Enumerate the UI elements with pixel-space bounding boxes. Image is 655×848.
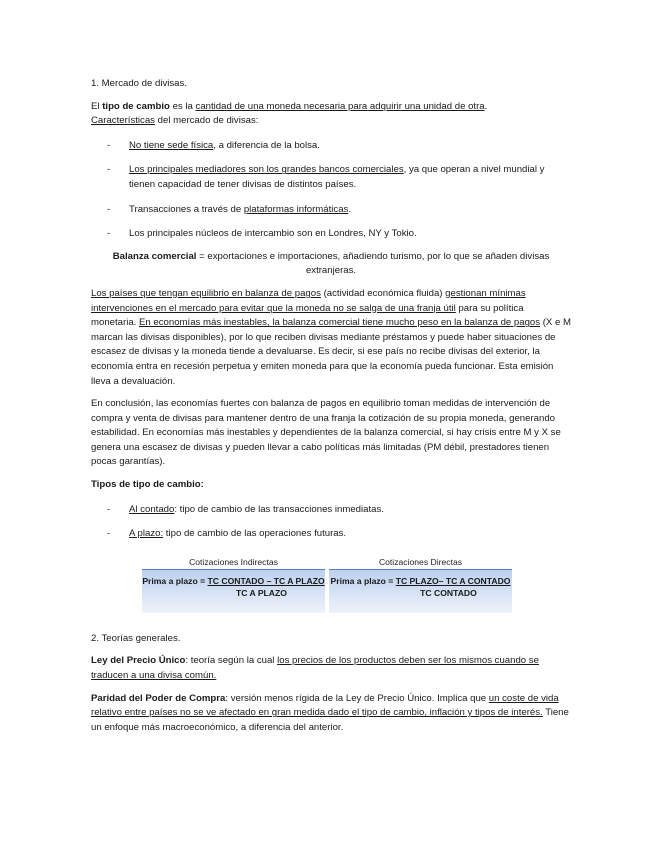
tipos-heading [91,478,571,493]
bold-term: Paridad del Poder de Compra [91,692,226,704]
text: , a diferencia de la bolsa. [213,139,320,151]
text: = exportaciones e importaciones, añadiendo turismo, por lo que se añaden divisas extranjeras. [196,250,550,277]
table-header: Cotizaciones Directas [378,556,463,567]
bold-heading: Tipos de tipo de cambio: [91,479,204,491]
formula-table-indirect [142,556,325,613]
text: Tiene un enfoque más macroeconómico, a diferencia del anterior. [91,707,569,733]
text: : versión menos rígida de la Ley de Precio Único. Implica que [225,692,489,704]
list-item [91,139,571,154]
equilibrium-paragraph [91,287,571,389]
formula-table-direct [329,556,512,613]
bold-term: Ley del Precio Único [91,655,186,667]
text: Los principales núcleos de intercambio son en Londres, NY y Tokio. [129,228,417,240]
text: , ya que operan a nivel mundial y tienen capacidad de tener divisas de distintos países. [129,164,545,190]
table-header: Cotizaciones Indirectas [189,556,278,567]
underlined-text: Al contado [129,503,175,515]
text: (X e M marcan las divisas disponibles), por lo que reciben divisas mediante préstamos y puede haber situaciones de escasez de divisas y la moneda tiende a devaluarse. Es decir, si ese país no recibe divisas del exterior, la economía entra en recesión perpetua y emiten moneda para que la economía pueda funcionar. Esta emisión lleva a devaluación. [91,317,571,387]
list-item [91,527,571,542]
section-heading: 2. Teorías generales. [91,632,181,644]
text: del mercado de divisas: [154,115,259,127]
formula-line [142,575,325,587]
text: para su política monetaria. [91,302,524,329]
formula-denominator: TC CONTADO [420,587,477,598]
underlined-text: Los principales mediadores son los grandes bancos comerciales [129,164,404,176]
list-item [91,227,571,242]
text: El [91,100,103,112]
underlined-text: En economías más inestables, la balanza comercial tiene mucho peso en la balanza de pagos [139,317,541,329]
formula-denominator-line [329,587,512,599]
underlined-text: los precios de los productos deben ser los mismos cuando se traducen a una divisa común. [91,655,539,682]
text: (actividad económica fluida) [320,287,446,299]
formula-box [329,569,512,613]
underlined-text: No tiene sede física [129,139,214,151]
characteristics-list [91,139,571,242]
list-item [91,203,571,218]
formula-line [329,575,512,587]
formula-prefix: Prima a plazo = [330,575,396,586]
formula-numerator: TC CONTADO – TC A PLAZO [207,575,325,586]
bold-term: tipo de cambio [102,100,170,112]
underlined-text: gestionan mínimas intervenciones en el mercado para evitar que la moneda no se salga de una franja útil [91,287,526,314]
section-heading: 1. Mercado de divisas. [91,78,187,89]
formula-tables [91,556,571,618]
underlined-text: un coste de vida relativo entre países no se ve afectado en gran medida dado el tipo de cambio, inflación y tipos de interés. [91,692,559,719]
formula-denominator: TC A PLAZO [236,587,287,598]
text: . [484,100,488,112]
conclusion-paragraph: En conclusión, las economías fuertes con balanza de pagos en equilibrio toman medidas de intervención de compra y venta de divisas para mantener dentro de una franja la cotización de su propia moneda, generando estabilidad. En economías más inestables y dependientes de la balanza comercial, si hay crisis entre M y X se genera una escasez de divisas y pueden llevar a cabo políticas más limitadas (PM débil, prestadores tienen pocas garantías). [91,398,561,468]
text: tipo de cambio de las operaciones futuras. [163,528,347,540]
list-item [91,163,571,192]
underlined-text: cantidad de una moneda necesaria para adquirir una unidad de otra [195,100,485,112]
underlined-text: Los países que tengan equilibrio en balanza de pagos [91,287,321,299]
intro-paragraph [91,100,571,129]
text: es la [169,100,196,112]
text: : teoría según la cual [185,655,278,667]
text: . [348,203,352,215]
list-item [91,503,571,518]
paridad-paragraph [91,692,571,736]
formula-numerator: TC PLAZO– TC A CONTADO [395,575,511,586]
ley-paragraph [91,654,571,683]
formula-prefix: Prima a plazo = [142,575,208,586]
underlined-text: A plazo: [129,528,164,540]
formula-box [142,569,325,613]
underlined-text: Características [91,115,155,127]
balanza-definition [91,250,571,279]
underlined-text: plataformas informáticas [243,203,349,215]
document-content [91,77,571,735]
tipos-list [91,503,571,542]
text: : tipo de cambio de las transacciones inmediatas. [174,503,384,515]
text: Transacciones a través de [129,203,244,215]
bold-term: Balanza comercial [112,250,197,262]
formula-denominator-line [142,587,325,599]
